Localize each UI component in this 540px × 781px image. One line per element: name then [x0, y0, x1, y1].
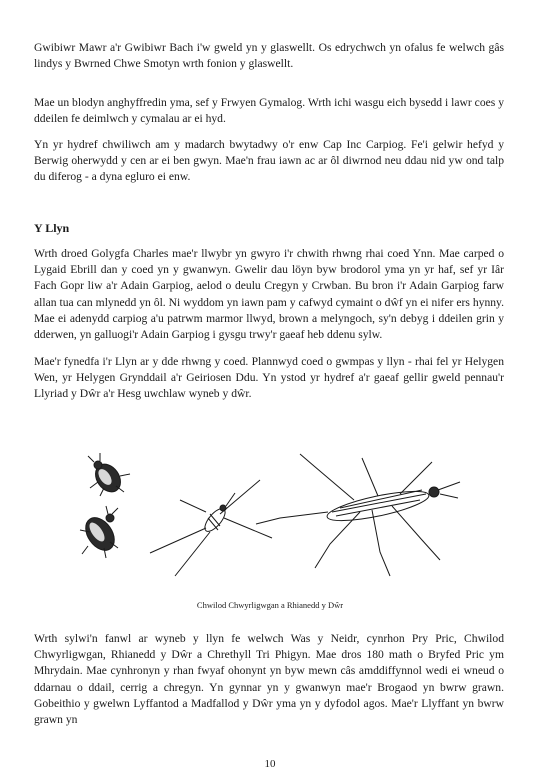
water-boatman-small: [150, 480, 272, 576]
paragraph-grassland-beetles: Gwibiwr Mawr a'r Gwibiwr Bach i'w gweld yn y glaswellt. Os edrychwch yn ofalus fe welwch gâs lindys y Bwrned Chwe Smotyn wrth fonion y glaswellt.: [34, 41, 504, 71]
water-boatman-large: [256, 454, 460, 576]
whirligig-beetle-bottom: [80, 506, 120, 558]
figure-caption: Chwilod Chwyrligwgan a Rhianedd y Dŵr: [196, 600, 344, 610]
beetles-and-water-boatmen-illustration: [60, 448, 480, 596]
page-number: 10: [264, 758, 276, 770]
paragraph-lake-wildlife: Wrth sylwi'n fanwl ar wyneb y llyn fe welwch Was y Neidr, cynrhon Pry Pric, Chwilod Chwyrligwgan, Rhianedd y Dŵr a Chrethyll Tri Phigyn. Mae dros 180 math o Bryfed Pric ym Mhrydain. Mae cynhronyn y rhan fwyaf ohonynt yn byw mewn câs amddiffynnol wedi ei wneud o ddarnau o ddail, cerrig a chregyn. Yn gynnar yn y gwanwyn mae'r Brogaod yn bwrw grawn. Gobeithio y gwelwn Lyffantod a Madfallod y Dŵr yma yn y dyfodol agos. Mae'r Llyffant yn bwrw grawn yn: [34, 632, 504, 727]
whirligig-beetle-top: [88, 453, 130, 497]
paragraph-lake-entrance: Mae'r fynedfa i'r Llyn ar y dde rhwng y coed. Plannwyd coed o gwmpas y llyn - rhai fel yr Helygen Wen, yr Helygen Grynddail a'r Geiriosen Ddu. Yn ystod yr hydref a'r gaeaf gellir gweld pennau'r Llyriad y Dŵr a'r Hesg uwchlaw wyneb y dŵr.: [34, 355, 504, 401]
paragraph-jointed-rush: Mae un blodyn anghyffredin yma, sef y Frwyen Gymalog. Wrth ichi wasgu eich bysedd i lawr coes y ddeilen fe deimlwch y cymalau ar ei hyd.: [34, 96, 504, 126]
section-heading-lake: Y Llyn: [34, 221, 70, 235]
paragraph-shaggy-inkcap: Yn yr hydref chwiliwch am y madarch bwytadwy o'r enw Cap Inc Carpiog. Fe'i gelwir hefyd y Berwig oherwydd y cen ar ei ben gwyn. Mae'n frau iawn ac ar ôl diwrnod neu ddau nid yw ond talp du diferog - a dyna egluro ei enw.: [34, 138, 504, 184]
paragraph-charles-view-path: Wrth droed Golygfa Charles mae'r llwybr yn gwyro i'r chwith rhwng rhai coed Ynn. Mae carped o Lygaid Ebrill dan y coed yn y gwanwyn. Gwelir dau löyn byw brodorol yma yn yr haf, sef yr Iâr Fach Gopr liw a'r Adain Garpiog, aelod o deulu Cregyn y Crwban. Bu bron i'r Adain Garpiog farw allan tua can mlynedd yn ôl. Ni wyddom yn iawn pam y cafwyd cymaint o dŵf yn ei nifer ers hynny. Mae ei adenydd carpiog a'u patrwm marmor llwyd, brown a melyngoch, sy'n debyg i ddeilen grin y dderwen, yn galluogi'r Adain Garpiog i gysgu trwy'r gaeaf heb ddenu sylw.: [34, 247, 504, 342]
